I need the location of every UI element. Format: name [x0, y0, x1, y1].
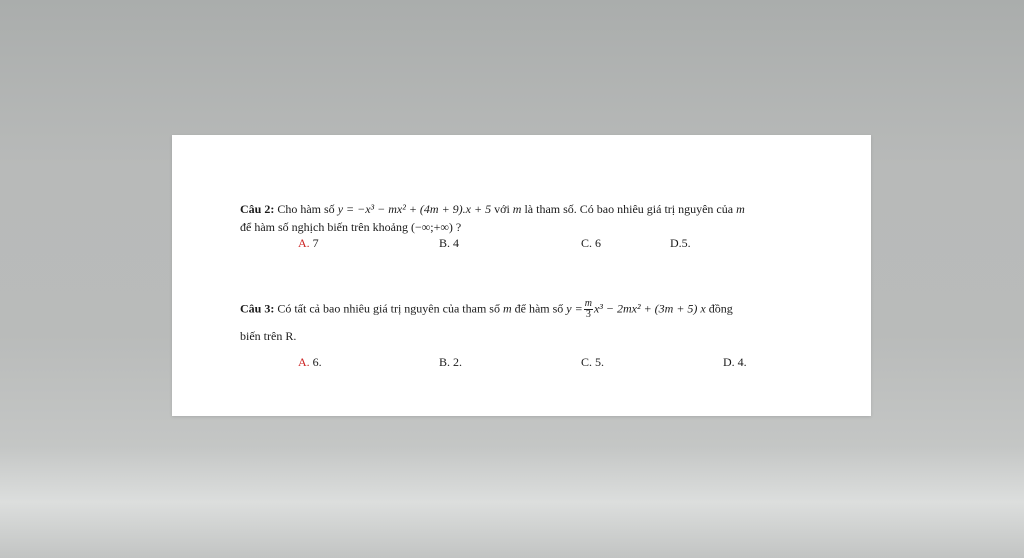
option-value: 2. [453, 355, 463, 369]
option-value: 7 [312, 236, 319, 250]
question-2-text-mid: với [491, 202, 513, 216]
option-letter: D. [670, 236, 682, 250]
question-3-option-c[interactable] [581, 355, 604, 370]
fraction-denominator: 3 [585, 309, 591, 320]
question-3-line-2: biến trên R. [240, 329, 297, 343]
question-3-option-b[interactable] [439, 355, 462, 370]
question-2-line-1 [240, 201, 745, 217]
question-2-formula: y = −x³ − mx² + (4m + 9).x + 5 [337, 202, 492, 216]
option-value: 4 [453, 236, 460, 250]
question-2-text-before: Cho hàm số [274, 202, 338, 216]
question-2-param-2: m [736, 202, 745, 216]
document-page [172, 135, 871, 416]
option-value: 5. [595, 355, 605, 369]
option-value: 5. [681, 236, 691, 250]
question-3-text-after: đồng [705, 301, 733, 316]
question-2-label: Câu 2: [240, 202, 275, 216]
question-2-line-2: để hàm số nghịch biến trên khoảng (−∞;+∞) ? [240, 220, 462, 234]
option-value: 4. [737, 355, 747, 369]
question-3-fraction [584, 299, 593, 320]
question-2-text-after: là tham số. Có bao nhiêu giá trị nguyên của [521, 202, 737, 216]
question-2-option-c[interactable] [581, 236, 601, 251]
question-3-line-1 [240, 299, 733, 320]
option-letter: A. [298, 236, 310, 250]
option-value: 6. [312, 355, 322, 369]
option-letter: C. [581, 355, 593, 369]
question-3-formula-rest: x³ − 2mx² + (3m + 5) x [593, 301, 706, 316]
option-letter: C. [581, 236, 593, 250]
question-2-param: m [512, 202, 522, 216]
question-3-option-a[interactable] [298, 355, 322, 370]
question-3-option-d[interactable] [723, 355, 747, 370]
option-value: 6 [595, 236, 602, 250]
question-3-text-mid: để hàm số [511, 301, 567, 316]
question-3-param: m [502, 301, 512, 316]
fraction-numerator: m [584, 298, 592, 309]
question-3-label: Câu 3: [240, 301, 275, 316]
question-2-option-d[interactable] [670, 236, 691, 251]
option-letter: B. [439, 236, 451, 250]
option-letter: A. [298, 355, 310, 369]
option-letter: B. [439, 355, 451, 369]
question-3-text-before: Có tất cả bao nhiêu giá trị nguyên của tham số [274, 301, 503, 316]
question-3-formula-y: y = [566, 301, 583, 316]
question-2-option-a[interactable] [298, 236, 319, 251]
question-2-option-b[interactable] [439, 236, 459, 251]
option-letter: D. [723, 355, 735, 369]
